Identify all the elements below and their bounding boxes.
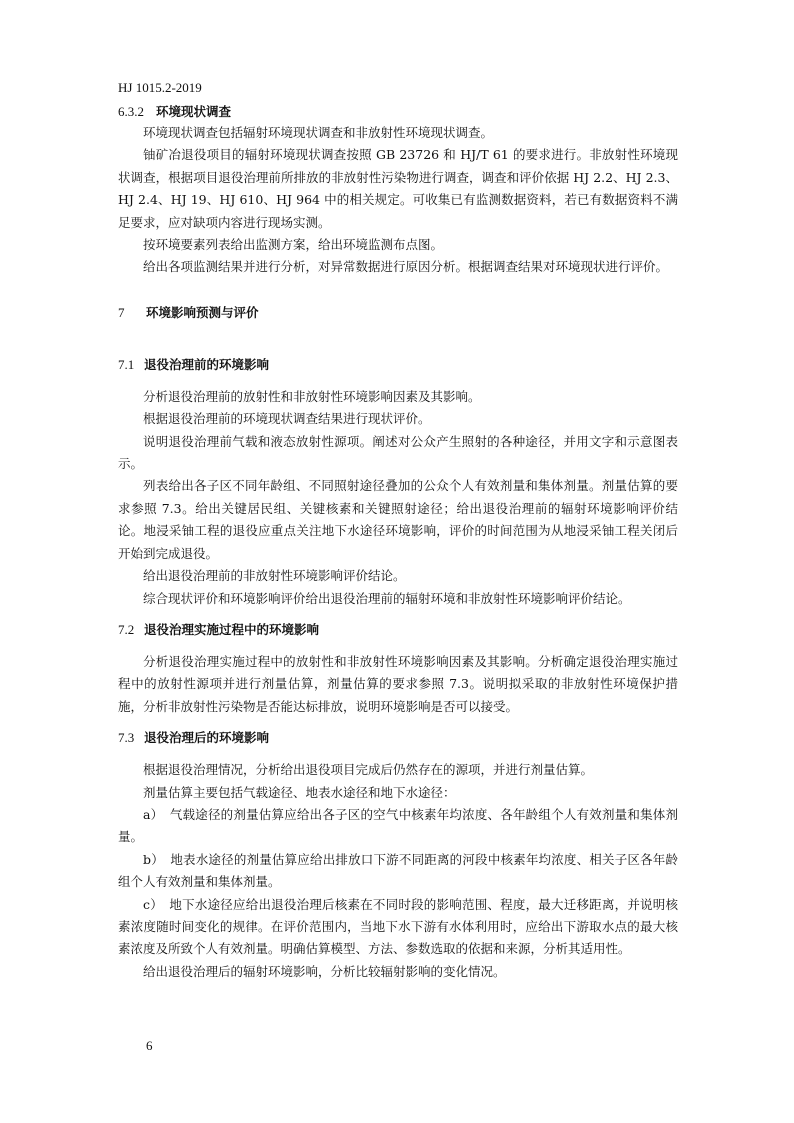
paragraph: 给出退役治理前的非放射性环境影响评价结论。: [143, 568, 406, 584]
paragraph: 给出退役治理后的辐射环境影响，分析比较辐射影响的变化情况。: [143, 963, 506, 979]
paragraph: 按环境要素列表给出监测方案，给出环境监测布点图。: [143, 237, 444, 253]
section-title: 退役治理实施过程中的环境影响: [144, 621, 320, 637]
paragraph: 分析退役治理实施过程中的放射性和非放射性环境影响因素及其影响。分析确定退役治理实施过程中的放射性源项并进行剂量估算，剂量估算的要求参照 7.3。说明拟采取的非放射性环境保护措施，分析非放射性污染物是否能达标排放，说明环境影响是否可以接受。: [118, 653, 678, 714]
section-number: 7.1: [118, 356, 135, 372]
paragraph: 环境现状调查包括辐射环境现状调查和非放射性环境现状调查。: [143, 125, 494, 140]
paragraph: 说明退役治理前气载和液态放射性源项。阐述对公众产生照射的各种途径，并用文字和示意图表示。: [118, 433, 678, 472]
heading-7: [118, 303, 678, 323]
section-title: 退役治理后的环境影响: [144, 730, 270, 746]
paragraph: 根据退役治理情况，分析给出退役项目完成后仍然存在的源项，并进行剂量估算。: [143, 762, 594, 778]
section-title: 退役治理前的环境影响: [144, 356, 270, 372]
paragraph: 综合现状评价和环境影响评价给出退役治理前的辐射环境和非放射性环境影响评价结论。: [143, 590, 631, 606]
section-number: 7.3: [118, 730, 135, 746]
paragraph: 铀矿冶退役项目的辐射环境现状调查按照 GB 23726 和 HJ/T 61 的要求进行。非放射性环境现状调查，根据项目退役治理前所排放的非放射性污染物进行调查，调查和评价依据 HJ 2.2、HJ 2.3、HJ 2.4、HJ 19、HJ 610、HJ 964 中的相关规定。可收集已有监测数据资料，若已有数据资料不满足要求，应对缺项内容进行现场实测。: [118, 147, 678, 230]
heading-6-3-2: [118, 102, 678, 122]
section-number: 6.3.2: [118, 104, 144, 119]
section-title: 环境影响预测与评价: [146, 304, 259, 320]
list-item-c: c） 地下水途径应给出退役治理后核素在不同时段的影响范围、程度，最大迁移距离，并说明核素浓度随时间变化的规律。在评价范围内，当地下水下游有水体利用时，应给出下游取水点的最大核素浓度及所致个人有效剂量。明确估算模型、方法、参数选取的依据和来源，分析其适用性。: [118, 896, 678, 957]
heading-7-1: [118, 355, 678, 375]
list-item-b: b） 地表水途径的剂量估算应给出排放口下游不同距离的河段中核素年均浓度、相关子区各年龄组个人有效剂量和集体剂量。: [118, 851, 678, 890]
paragraph: 根据退役治理前的环境现状调查结果进行现状评价。: [143, 411, 431, 427]
heading-7-2: [118, 620, 678, 640]
page-number: 6: [146, 1038, 153, 1053]
section-title: 环境现状调查: [156, 104, 232, 119]
heading-7-3: [118, 728, 678, 748]
list-item-a: a） 气载途径的剂量估算应给出各子区的空气中核素年均浓度、各年龄组个人有效剂量和集体剂量。: [118, 806, 678, 845]
paragraph: 剂量估算主要包括气载途径、地表水途径和地下水途径：: [143, 784, 456, 800]
document-page: [118, 78, 678, 983]
paragraph: 给出各项监测结果并进行分析，对异常数据进行原因分析。根据调查结果对环境现状进行评价。: [143, 259, 669, 275]
paragraph: 分析退役治理前的放射性和非放射性环境影响因素及其影响。: [143, 388, 481, 404]
document-id: HJ 1015.2-2019: [118, 80, 202, 95]
paragraph: 列表给出各子区不同年龄组、不同照射途径叠加的公众个人有效剂量和集体剂量。剂量估算的要求参照 7.3。给出关键居民组、关键核素和关键照射途径；给出退役治理前的辐射环境影响评价结论。地浸采铀工程的退役应重点关注地下水途径环境影响，评价的时间范围为从地浸采铀工程关闭后开始到完成退役。: [118, 478, 678, 561]
section-number: 7.2: [118, 621, 135, 637]
section-number: 7: [118, 304, 125, 320]
